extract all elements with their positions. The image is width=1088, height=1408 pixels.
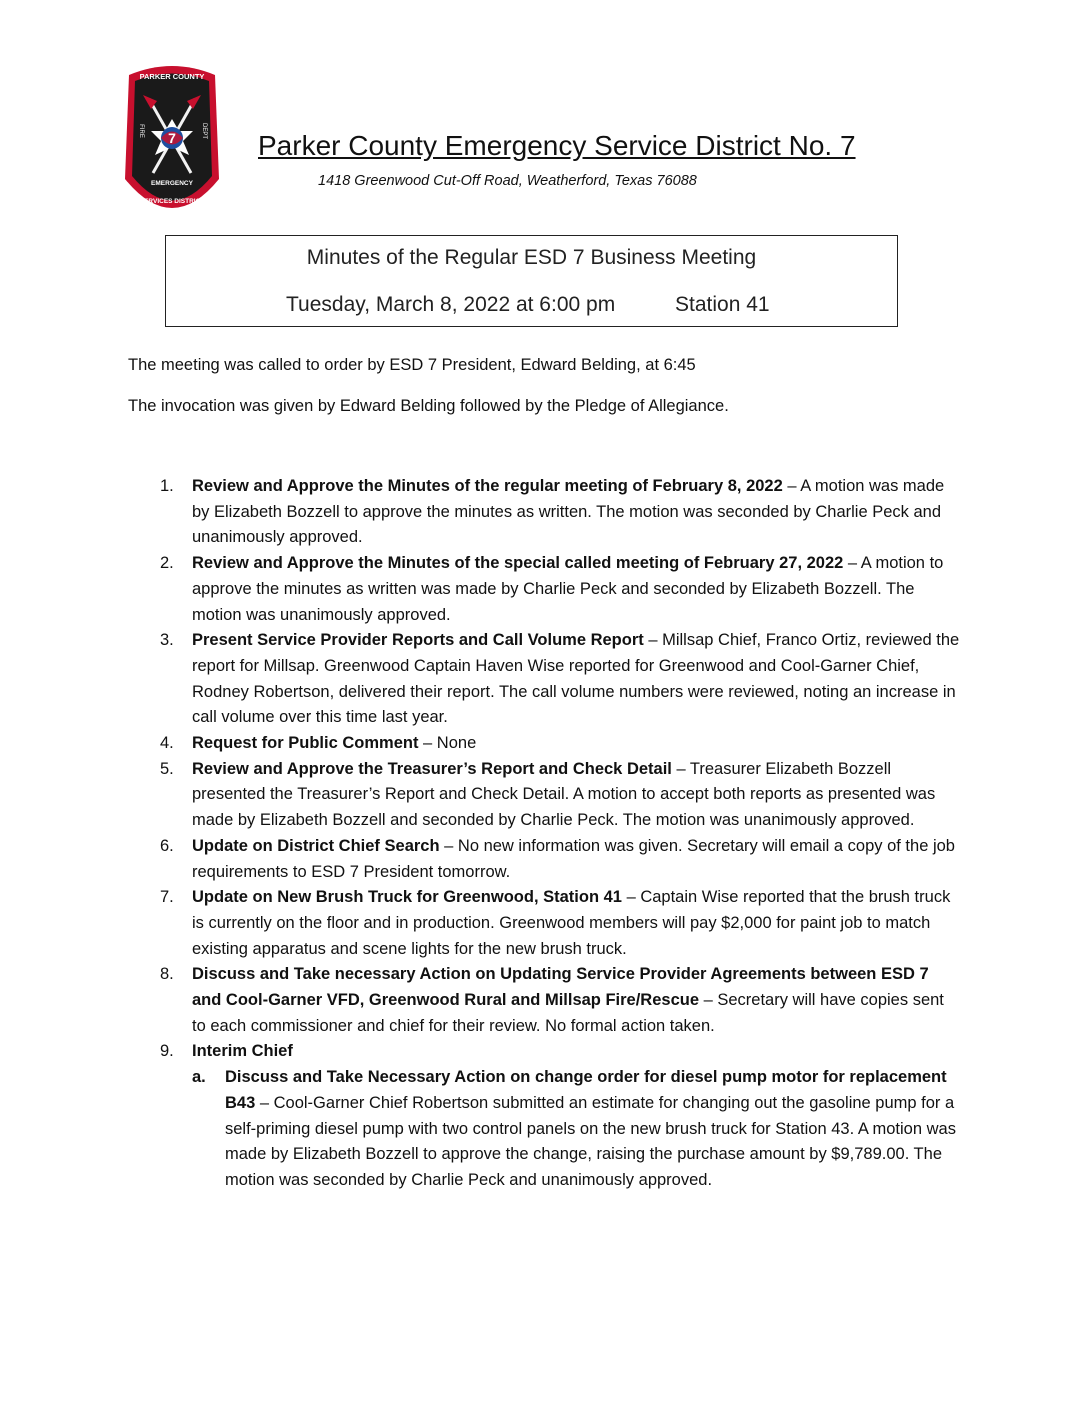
agenda-subitem-text: – Cool-Garner Chief Robertson submitted an estimate for changing out the gasoline pump for a self-priming diesel pump with two control panels on the new brush truck for Station 43. A motion was made by Elizabeth Bozzell to approve the change, raising the purchase amount by $9,789.00. The motion was seconded by Charlie Peck and unanimously approved. <box>225 1093 956 1189</box>
logo-number: 7 <box>168 130 176 146</box>
agenda-item-title: Request for Public Comment <box>192 734 419 753</box>
agenda-item <box>160 962 960 1039</box>
agenda-subitem-letter: a. <box>192 1068 206 1087</box>
agenda-item <box>160 474 960 551</box>
esd-logo-badge <box>121 61 223 221</box>
logo-top-text: PARKER COUNTY <box>139 72 205 81</box>
agenda-item-number: 1. <box>160 477 174 495</box>
agenda-item-number: 2. <box>160 554 174 573</box>
agenda-item-number: 4. <box>160 734 174 753</box>
meeting-title: Minutes of the Regular ESD 7 Business Meeting <box>306 246 757 269</box>
agenda-item-text: – Captain Wise reported that the brush truck is currently on the floor and in production. Greenwood members will pay $2,000 for paint job to match existing apparatus and scene lights for the new brush truck. <box>192 888 951 958</box>
agenda-item-title: Update on District Chief Search <box>192 836 440 855</box>
agenda-item-number: 8. <box>160 965 174 984</box>
logo-right-text: DEPT <box>201 122 207 140</box>
agenda-item-number: 6. <box>160 836 174 855</box>
agenda-item-title: Interim Chief <box>192 1042 293 1061</box>
organization-address: 1418 Greenwood Cut-Off Road, Weatherford, Texas 76088 <box>318 173 697 189</box>
agenda-item <box>160 551 960 628</box>
agenda-item-text: – None <box>418 734 477 753</box>
agenda-item-title: Update on New Brush Truck for Greenwood, Station 41 <box>192 888 622 907</box>
agenda-item-number: 9. <box>160 1042 174 1061</box>
agenda-item-title: Present Service Provider Reports and Call Volume Report <box>192 631 644 650</box>
agenda-item-title: Review and Approve the Minutes of the special called meeting of February 27, 2022 <box>192 554 844 573</box>
agenda-item-title: Review and Approve the Minutes of the regular meeting of February 8, 2022 <box>192 477 783 495</box>
agenda-item <box>160 1039 960 1193</box>
agenda-item-text: – Millsap Chief, Franco Ortiz, reviewed the report for Millsap. Greenwood Captain Haven Wise reported for Greenwood and Cool-Garner Chief, Rodney Robertson, delivered their report. The call volume numbers were reviewed, noting an increase in call volume over this time last year. <box>192 631 960 727</box>
agenda-item <box>160 757 960 834</box>
meeting-info-box <box>165 235 898 327</box>
invocation-text: The invocation was given by Edward Belding followed by the Pledge of Allegiance. <box>128 397 729 415</box>
agenda-item <box>160 885 960 962</box>
agenda-item-number: 3. <box>160 631 174 650</box>
agenda-subitem-title: Discuss and Take Necessary Action on change order for diesel pump motor for replacement B43 <box>225 1068 947 1112</box>
call-to-order-text: The meeting was called to order by ESD 7 President, Edward Belding, at 6:45 <box>128 356 696 374</box>
agenda-item-text: – A motion was made by Elizabeth Bozzell to approve the minutes as written. The motion was seconded by Charlie Peck and unanimously approved. <box>192 477 945 547</box>
organization-title: Parker County Emergency Service District No. 7 <box>258 130 856 161</box>
agenda-item-text: – A motion to approve the minutes as written was made by Charlie Peck and seconded by Elizabeth Bozzell. The motion was unanimously approved. <box>192 554 944 624</box>
logo-bottom-text-2: SERVICES DISTRICT <box>139 198 205 205</box>
agenda-item-number: 7. <box>160 888 174 907</box>
agenda-list <box>160 474 960 1194</box>
meeting-location: Station 41 <box>675 293 770 316</box>
agenda-item-text: – Secretary will have copies sent to each commissioner and chief for their review. No formal action taken. <box>192 991 944 1035</box>
agenda-item <box>160 628 960 731</box>
meeting-date-time: Tuesday, March 8, 2022 at 6:00 pm <box>286 293 616 316</box>
logo-left-text: FIRE <box>138 124 144 138</box>
agenda-subitem <box>160 1065 960 1194</box>
agenda-item <box>160 731 960 757</box>
agenda-item-text: – Treasurer Elizabeth Bozzell presented the Treasurer’s Report and Check Detail. A motion to accept both reports as presented was made by Elizabeth Bozzell and seconded by Charlie Peck. The motion was unanimously approved. <box>192 759 936 830</box>
agenda-item <box>160 834 960 885</box>
agenda-item-number: 5. <box>160 759 174 778</box>
agenda-item-text: – No new information was given. Secretary will email a copy of the job requirements to ESD 7 President tomorrow. <box>192 836 955 881</box>
agenda-item-title: Review and Approve the Treasurer’s Report and Check Detail <box>192 759 672 778</box>
logo-bottom-text-1: EMERGENCY <box>151 180 193 187</box>
agenda-item-title: Discuss and Take necessary Action on Updating Service Provider Agreements between ESD 7 and Cool-Garner VFD, Greenwood Rural and Millsap Fire/Rescue <box>192 965 929 1010</box>
